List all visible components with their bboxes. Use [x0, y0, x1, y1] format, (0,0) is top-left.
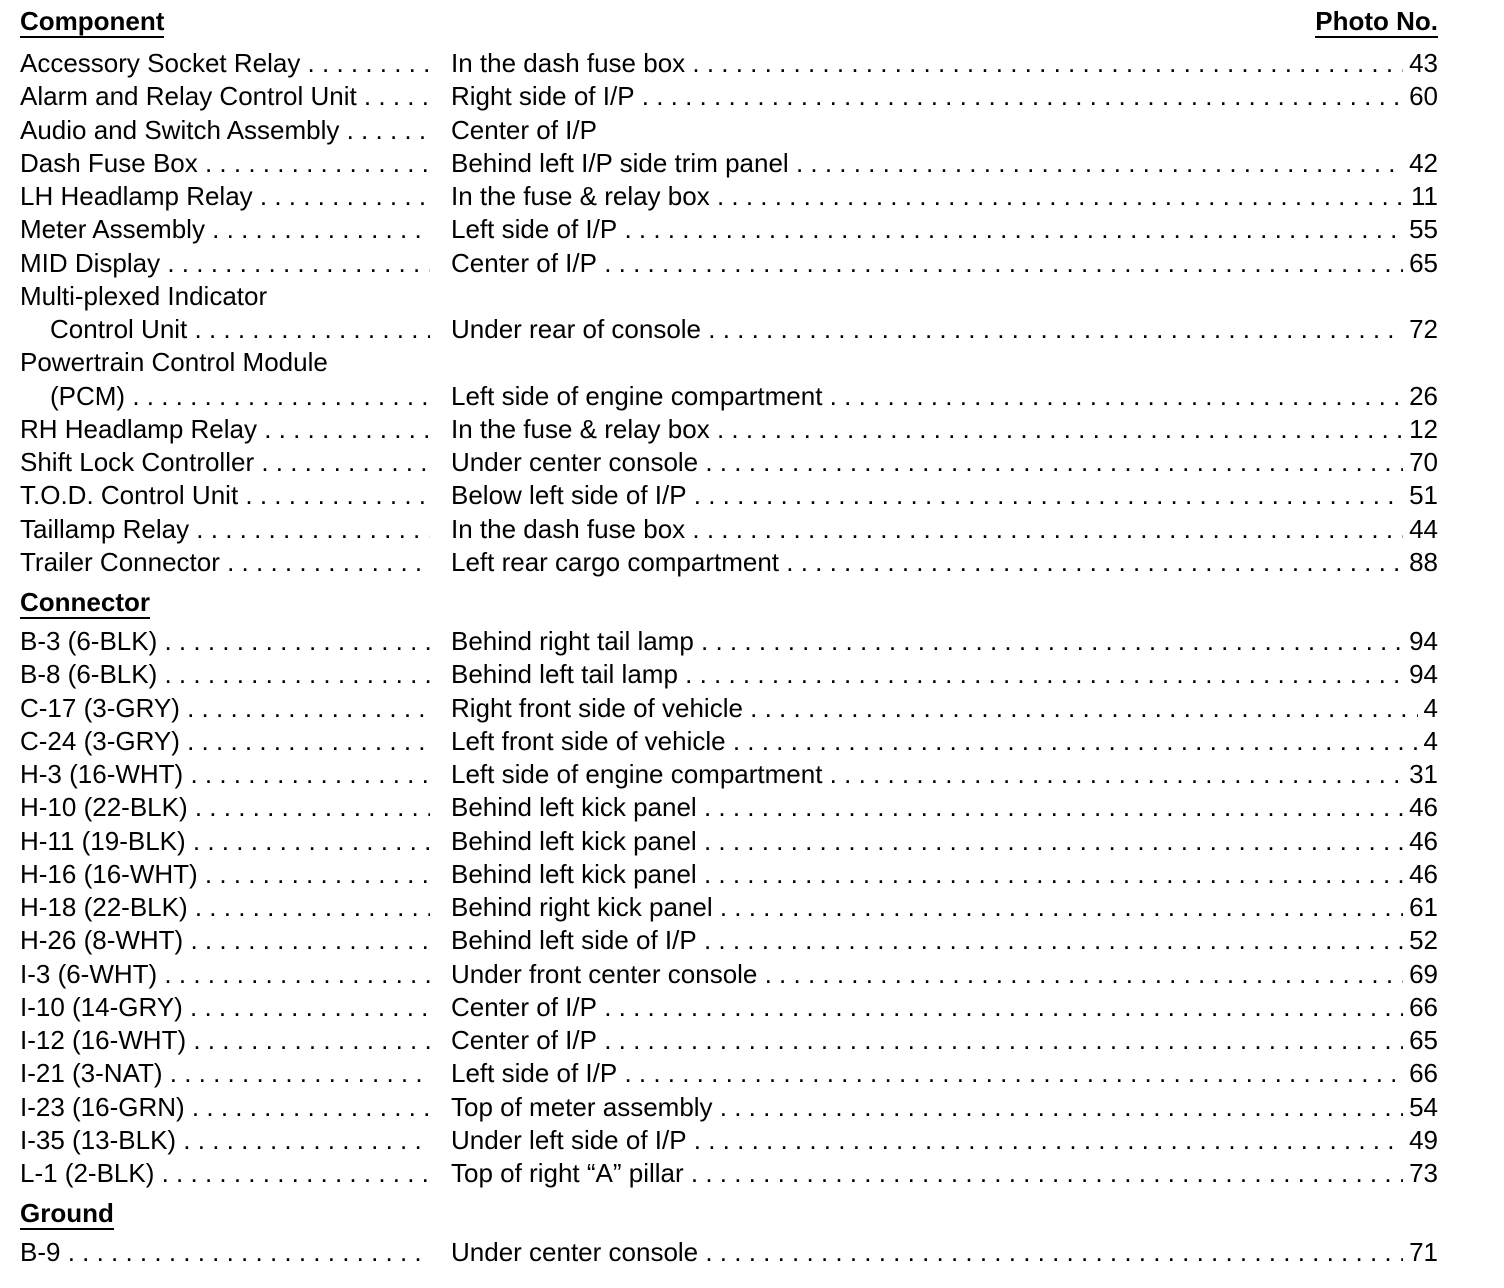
ground-list [20, 1236, 1438, 1269]
list-item [20, 658, 1438, 691]
item-name [20, 1236, 430, 1269]
item-photo-number: 44 [1403, 513, 1438, 546]
item-location [451, 147, 1438, 180]
item-name [20, 891, 430, 924]
item-photo-number: 4 [1418, 725, 1438, 758]
item-name [20, 1091, 430, 1124]
item-location [451, 692, 1438, 725]
item-location-text: In the fuse & relay box [451, 181, 710, 211]
list-item [20, 791, 1438, 824]
item-location-text: Under center console [451, 447, 699, 477]
item-location-text: Right side of I/P [451, 81, 635, 112]
item-name-text: Meter Assembly [20, 214, 205, 245]
item-location-text: Under left side of I/P [451, 1124, 687, 1155]
connector-header-row [20, 587, 1438, 625]
item-location [451, 114, 1438, 147]
item-location [451, 725, 1438, 758]
item-location [451, 1057, 1438, 1090]
item-location-text: Behind left kick panel [451, 858, 697, 889]
item-name [20, 958, 430, 991]
item-location [451, 1236, 1438, 1269]
item-location-text: Behind right tail lamp [451, 626, 694, 656]
item-location-text: Behind left I/P side trim panel [451, 147, 789, 178]
list-item [20, 1157, 1438, 1190]
item-location-text: Behind left tail lamp [451, 659, 678, 690]
list-item [20, 692, 1438, 725]
item-name-text: C-17 (3-GRY) [20, 692, 180, 723]
connector-heading: Connector [20, 587, 150, 617]
item-photo-number: 46 [1403, 825, 1438, 858]
list-item [20, 446, 1438, 479]
list-item [20, 891, 1438, 924]
list-item [20, 858, 1438, 891]
item-name [20, 924, 430, 957]
item-name-text: LH Headlamp Relay [20, 181, 253, 211]
item-name-text: RH Headlamp Relay [20, 413, 257, 444]
item-photo-number: 49 [1403, 1124, 1438, 1157]
item-photo-number: 26 [1403, 380, 1438, 413]
item-location [451, 625, 1438, 658]
item-name [20, 625, 430, 658]
item-name-text: Alarm and Relay Control Unit [20, 81, 357, 112]
item-location [451, 80, 1438, 113]
item-location [451, 658, 1438, 691]
item-location [451, 791, 1438, 824]
item-photo-number: 42 [1403, 147, 1438, 180]
item-location-text: Below left side of I/P [451, 480, 687, 511]
item-location-text: Behind left kick panel [451, 825, 697, 856]
item-name [20, 346, 430, 379]
item-location-text: Left side of engine compartment [451, 380, 823, 411]
item-location [451, 1157, 1438, 1190]
item-name-text: I-12 (16-WHT) [20, 1025, 187, 1055]
item-name-text: T.O.D. Control Unit [20, 480, 239, 511]
list-item [20, 924, 1438, 957]
item-location-text: Top of right “A” pillar [451, 1158, 684, 1188]
list-item [20, 1236, 1438, 1269]
component-location-index [20, 6, 1438, 1270]
item-location [451, 313, 1438, 346]
item-name [20, 991, 430, 1024]
item-name-text: Shift Lock Controller [20, 447, 255, 477]
item-location-text: Left side of I/P [451, 1058, 618, 1089]
item-photo-number: 94 [1403, 625, 1438, 658]
item-name-text: H-26 (8-WHT) [20, 925, 184, 956]
item-name [20, 479, 430, 512]
item-name-continued [20, 380, 430, 413]
list-item [20, 80, 1438, 113]
item-name-text: I-10 (14-GRY) [20, 991, 183, 1022]
list-item [20, 1057, 1438, 1090]
list-item [20, 1124, 1438, 1157]
item-location-text: In the dash fuse box [451, 48, 686, 78]
item-photo-number: 46 [1403, 858, 1438, 891]
item-location [451, 380, 1438, 413]
item-location [451, 1124, 1438, 1157]
item-location-text: Behind left kick panel [451, 792, 697, 823]
item-name-text: C-24 (3-GRY) [20, 725, 180, 756]
item-location [451, 247, 1438, 280]
item-name [20, 513, 430, 546]
item-photo-number: 51 [1403, 479, 1438, 512]
item-name-text: I-21 (3-NAT) [20, 1058, 163, 1089]
list-item [20, 47, 1438, 80]
list-item [20, 991, 1438, 1024]
item-name [20, 213, 430, 246]
item-name-text: I-35 (13-BLK) [20, 1124, 177, 1155]
item-photo-number: 72 [1403, 313, 1438, 346]
item-location-text: Under front center console [451, 958, 758, 989]
item-name [20, 147, 430, 180]
item-photo-number: 66 [1403, 991, 1438, 1024]
item-name-text: Taillamp Relay [20, 513, 190, 544]
item-location-text: Under rear of console [451, 314, 702, 344]
list-item [20, 413, 1438, 446]
connector-list [20, 625, 1438, 1190]
item-photo-number: 94 [1403, 658, 1438, 691]
list-item [20, 758, 1438, 791]
ground-header-row [20, 1198, 1438, 1236]
item-photo-number: 65 [1403, 1024, 1438, 1057]
item-name [20, 80, 430, 113]
item-location [451, 413, 1438, 446]
item-name-cont-text: (PCM) [50, 380, 126, 411]
list-item [20, 147, 1438, 180]
list-item [20, 958, 1438, 991]
item-name [20, 280, 430, 313]
connector-section [20, 587, 1438, 1190]
list-item [20, 1091, 1438, 1124]
item-photo-number: 71 [1403, 1236, 1438, 1269]
list-item [20, 513, 1438, 546]
item-photo-number: 4 [1418, 692, 1438, 725]
item-name [20, 725, 430, 758]
list-item-continuation [20, 380, 1438, 413]
item-location-text: Left side of engine compartment [451, 759, 823, 789]
component-header-row [20, 6, 1438, 47]
list-item-continuation [20, 313, 1438, 346]
item-photo-number: 55 [1403, 213, 1438, 246]
item-location-text: Center of I/P [451, 114, 597, 145]
item-name [20, 1057, 430, 1090]
item-location-text: In the fuse & relay box [451, 413, 710, 444]
item-name-text: B-8 (6-BLK) [20, 659, 158, 690]
item-name-cont-text: Control Unit [50, 314, 188, 344]
item-name-text: H-16 (16-WHT) [20, 858, 198, 889]
item-name-text: Trailer Connector [20, 546, 220, 577]
item-name-text: H-10 (22-BLK) [20, 792, 188, 823]
ground-section [20, 1198, 1438, 1269]
item-name [20, 446, 430, 479]
list-item [20, 114, 1438, 147]
item-photo-number: 31 [1403, 758, 1438, 791]
item-location-text: Behind right kick panel [451, 892, 713, 922]
item-name-continued [20, 313, 430, 346]
list-item [20, 479, 1438, 512]
item-location-text: Right front side of vehicle [451, 692, 743, 723]
item-location-text: Center of I/P [451, 991, 597, 1022]
item-location [451, 1091, 1438, 1124]
item-location [451, 924, 1438, 957]
item-photo-number: 46 [1403, 791, 1438, 824]
item-name [20, 858, 430, 891]
item-location [451, 991, 1438, 1024]
item-name [20, 247, 430, 280]
item-name [20, 825, 430, 858]
item-name [20, 658, 430, 691]
item-location [451, 546, 1438, 579]
item-name-text: Audio and Switch Assembly [20, 114, 340, 145]
item-name-text: Dash Fuse Box [20, 147, 198, 178]
item-photo-number: 69 [1403, 958, 1438, 991]
item-location-text: In the dash fuse box [451, 513, 686, 544]
component-heading: Component [20, 6, 165, 36]
list-item [20, 213, 1438, 246]
item-location-text: Center of I/P [451, 1025, 597, 1055]
list-item [20, 725, 1438, 758]
item-name [20, 47, 430, 80]
item-name [20, 1024, 430, 1057]
component-section [20, 6, 1438, 579]
item-name-text: H-3 (16-WHT) [20, 759, 184, 789]
component-list [20, 47, 1438, 579]
item-location [451, 858, 1438, 891]
item-name [20, 1157, 430, 1190]
list-item [20, 280, 1438, 313]
item-photo-number: 61 [1403, 891, 1438, 924]
item-location-text: Left rear cargo compartment [451, 546, 780, 577]
item-photo-number: 60 [1403, 80, 1438, 113]
item-photo-number: 43 [1403, 47, 1438, 80]
item-location [451, 513, 1438, 546]
item-name [20, 1124, 430, 1157]
item-name [20, 114, 430, 147]
item-name-text: I-23 (16-GRN) [20, 1091, 185, 1122]
item-photo-number: 54 [1403, 1091, 1438, 1124]
item-location-text: Left front side of vehicle [451, 725, 726, 756]
list-item [20, 625, 1438, 658]
item-location [451, 47, 1438, 80]
item-location [451, 891, 1438, 924]
item-name [20, 758, 430, 791]
item-name [20, 180, 430, 213]
list-item [20, 180, 1438, 213]
list-item [20, 546, 1438, 579]
item-photo-number: 11 [1405, 180, 1438, 213]
photo-number-heading: Photo No. [1315, 6, 1438, 36]
item-photo-number: 12 [1403, 413, 1438, 446]
item-name-text: H-18 (22-BLK) [20, 892, 188, 922]
list-item [20, 1024, 1438, 1057]
list-item [20, 346, 1438, 379]
ground-heading: Ground [20, 1198, 114, 1229]
item-photo-number: 52 [1403, 924, 1438, 957]
item-location [451, 479, 1438, 512]
item-photo-number: 65 [1403, 247, 1438, 280]
item-name-text: MID Display [20, 247, 161, 278]
item-name-text: H-11 (19-BLK) [20, 825, 186, 856]
item-location [451, 958, 1438, 991]
item-location-text: Left side of I/P [451, 214, 618, 245]
item-name [20, 413, 430, 446]
item-name-text: Multi-plexed Indicator [20, 280, 268, 311]
item-name-text: Accessory Socket Relay [20, 48, 301, 78]
item-photo-number: 66 [1403, 1057, 1438, 1090]
item-name [20, 546, 430, 579]
item-name [20, 791, 430, 824]
item-location [451, 825, 1438, 858]
item-name-text: Powertrain Control Module [20, 347, 328, 378]
item-name [20, 692, 430, 725]
item-photo-number: 88 [1403, 546, 1438, 579]
item-location-text: Behind left side of I/P [451, 925, 697, 956]
item-location-text: Center of I/P [451, 247, 597, 278]
item-location [451, 180, 1438, 213]
item-name-text: B-9 [20, 1237, 61, 1268]
item-location-text: Top of meter assembly [451, 1091, 713, 1122]
item-name-text: L-1 (2-BLK) [20, 1158, 155, 1188]
item-photo-number: 73 [1403, 1157, 1438, 1190]
item-location [451, 1024, 1438, 1057]
item-name-text: I-3 (6-WHT) [20, 958, 158, 989]
item-location [451, 758, 1438, 791]
list-item [20, 247, 1438, 280]
item-location [451, 446, 1438, 479]
item-name-text: B-3 (6-BLK) [20, 626, 158, 656]
item-location [451, 213, 1438, 246]
item-photo-number: 70 [1403, 446, 1438, 479]
list-item [20, 825, 1438, 858]
item-location-text: Under center console [451, 1237, 699, 1268]
